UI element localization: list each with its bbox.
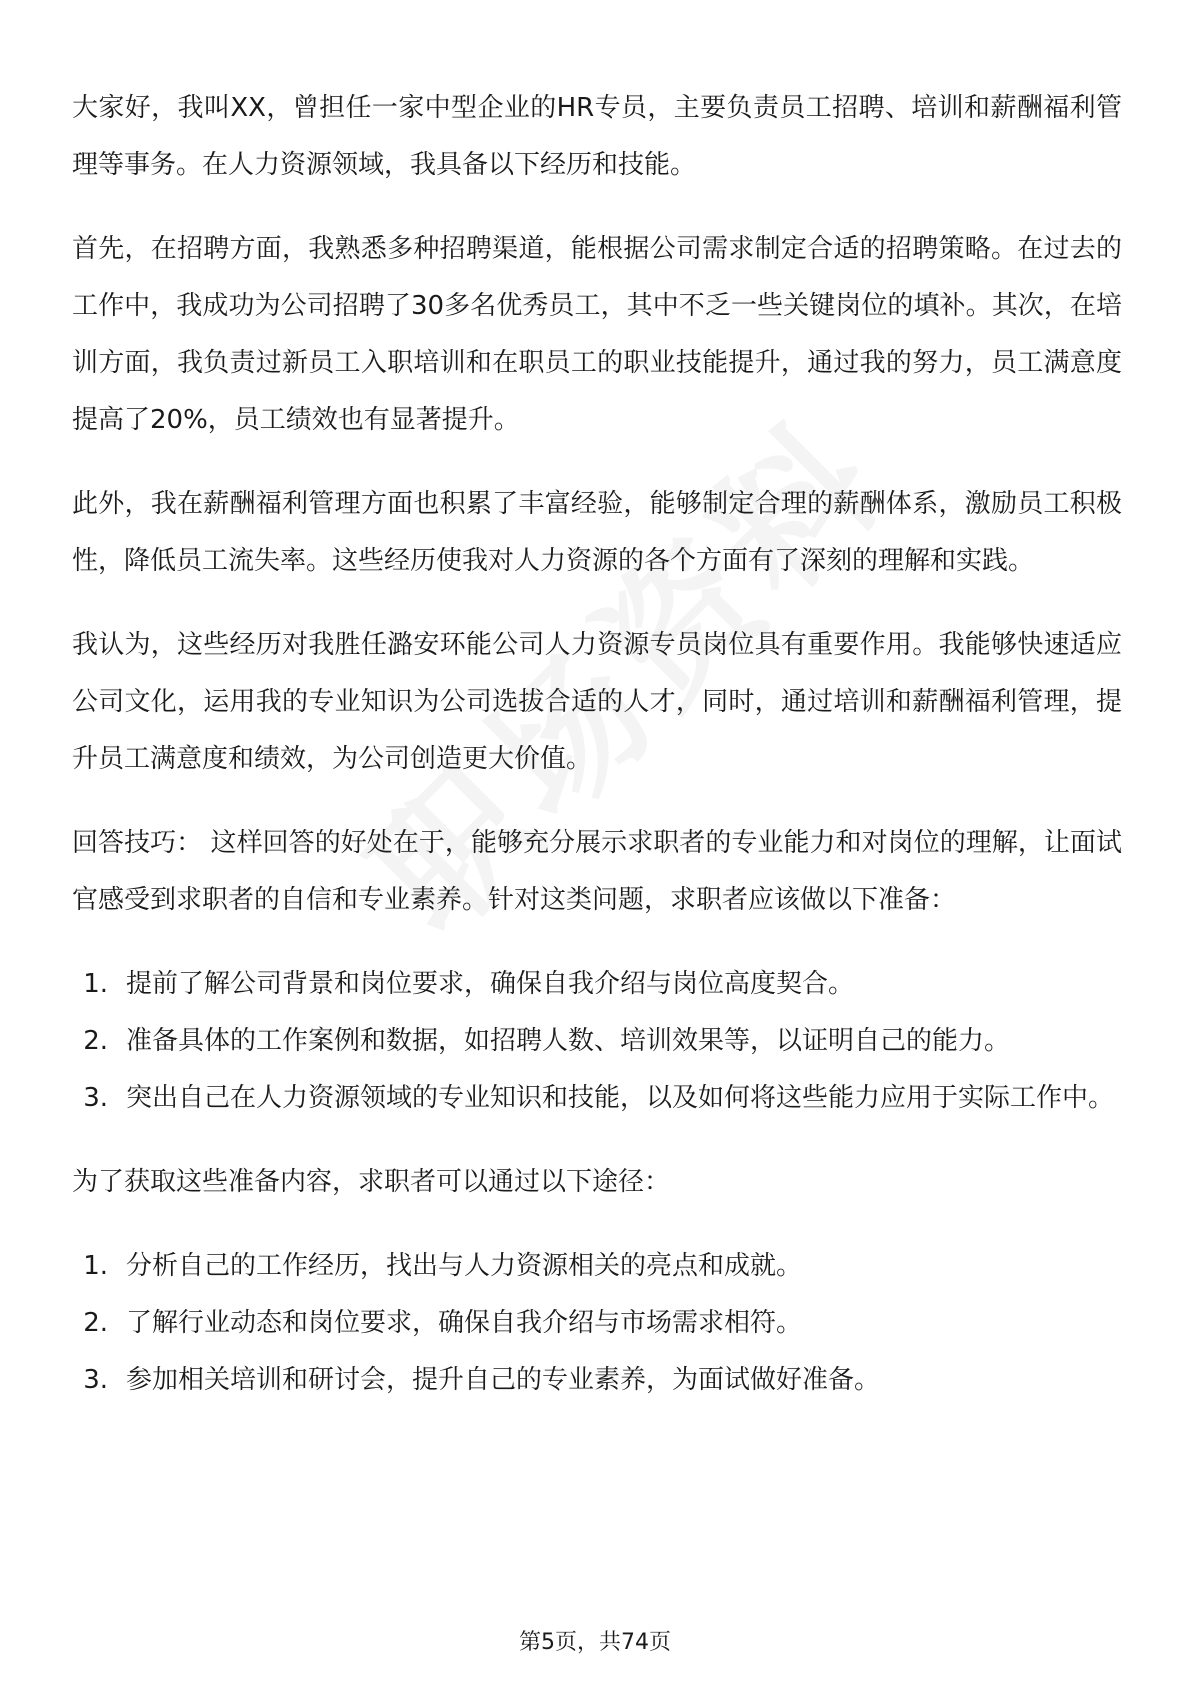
list-number: 2.: [83, 1026, 108, 1056]
list-item: [72, 1070, 1122, 1127]
paragraph-compensation: 此外，我在薪酬福利管理方面也积累了丰富经验，能够制定合理的薪酬体系，激励员工积极性，降低员工流失率。这些经历使我对人力资源的各个方面有了深刻的理解和实践。: [72, 489, 1122, 576]
list-item: [72, 956, 1122, 1013]
list-number: 1.: [83, 1251, 108, 1281]
paragraph-fit: 我认为，这些经历对我胜任潞安环能公司人力资源专员岗位具有重要作用。我能够快速适应公司文化，运用我的专业知识为公司选拔合适的人才，同时，通过培训和薪酬福利管理，提升员工满意度和绩效，为公司创造更大价值。: [72, 630, 1122, 774]
preparation-list: [72, 956, 1122, 1127]
page-number: 第5页，共74页: [519, 1630, 671, 1655]
list-text: 分析自己的工作经历，找出与人力资源相关的亮点和成就。: [126, 1251, 803, 1281]
list-number: 3.: [83, 1083, 108, 1113]
list-number: 1.: [83, 969, 108, 999]
list-text: 准备具体的工作案例和数据，如招聘人数、培训效果等，以证明自己的能力。: [126, 1026, 1011, 1056]
list-item: [72, 1352, 1122, 1409]
list-number: 3.: [83, 1365, 108, 1395]
channels-list: [72, 1238, 1122, 1409]
list-text: 突出自己在人力资源领域的专业知识和技能，以及如何将这些能力应用于实际工作中。: [126, 1083, 1115, 1113]
paragraph-how-to-obtain: 为了获取这些准备内容，求职者可以通过以下途径：: [72, 1167, 671, 1197]
paragraph-answer-tips: 回答技巧： 这样回答的好处在于，能够充分展示求职者的专业能力和对岗位的理解，让面试官感受到求职者的自信和专业素养。针对这类问题，求职者应该做以下准备：: [72, 828, 1122, 915]
list-text: 提前了解公司背景和岗位要求，确保自我介绍与岗位高度契合。: [126, 969, 855, 999]
list-item: [72, 1295, 1122, 1352]
list-text: 参加相关培训和研讨会，提升自己的专业素养，为面试做好准备。: [126, 1365, 881, 1395]
paragraph-intro: 大家好，我叫XX，曾担任一家中型企业的HR专员，主要负责员工招聘、培训和薪酬福利管理等事务。在人力资源领域，我具备以下经历和技能。: [72, 93, 1122, 180]
paragraph-recruiting-training: 首先，在招聘方面，我熟悉多种招聘渠道，能根据公司需求制定合适的招聘策略。在过去的工作中，我成功为公司招聘了30多名优秀员工，其中不乏一些关键岗位的填补。其次，在培训方面，我负责过新员工入职培训和在职员工的职业技能提升，通过我的努力，员工满意度提高了20%，员工绩效也有显著提升。: [72, 234, 1122, 435]
page-content: [72, 80, 1122, 1436]
list-number: 2.: [83, 1308, 108, 1338]
list-item: [72, 1013, 1122, 1070]
list-item: [72, 1238, 1122, 1295]
list-text: 了解行业动态和岗位要求，确保自我介绍与市场需求相符。: [126, 1308, 803, 1338]
